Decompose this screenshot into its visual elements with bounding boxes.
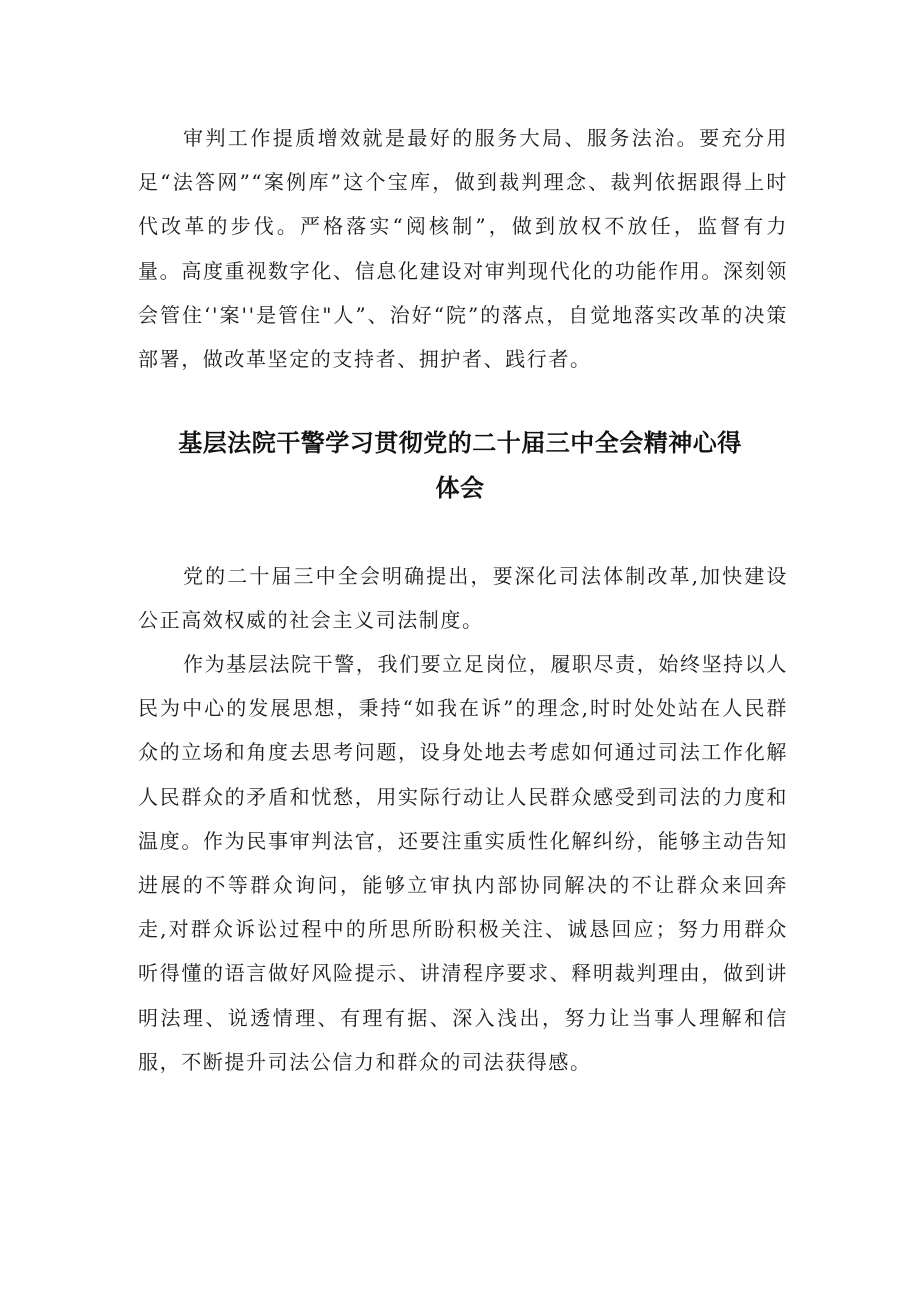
heading-line: 体会 <box>435 474 485 502</box>
section-heading <box>150 421 770 511</box>
body-paragraph: 作为基层法院干警，我们要立足岗位，履职尽责，始终坚持以人民为中心的发展思想，秉持“如我在诉”的理念,时时处处站在人民群众的立场和角度去思考问题，设身处地去考虑如何通过司法工作化解人民群众的矛盾和忧愁，用实际行动让人民群众感受到司法的力度和温度。作为民事审判法官，还要注重实质性化解纠纷，能够主动告知进展的不等群众询问，能够立审执内部协同解决的不让群众来回奔走,对群众诉讼过程中的所思所盼积极关注、诚恳回应；努力用群众听得懂的语言做好风险提示、讲清程序要求、释明裁判理由，做到讲明法理、说透情理、有理有据、深入浅出，努力让当事人理解和信服，不断提升司法公信力和群众的司法获得感。 <box>138 652 788 1074</box>
body-paragraph: 审判工作提质增效就是最好的服务大局、服务法治。要充分用足“法答网”“案例库”这个宝库，做到裁判理念、裁判依据跟得上时代改革的步伐。严格落实“阅核制”，做到放权不放任，监督有力量。高度重视数字化、信息化建设对审判现代化的功能作用。深刻领会管住‘'案''是管住"人”、治好“院”的落点，自觉地落实改革的决策部署，做改革坚定的支持者、拥护者、践行者。 <box>138 126 788 372</box>
heading-line: 基层法院干警学习贯彻党的二十届三中全会精神心得 <box>178 429 742 457</box>
body-paragraph: 党的二十届三中全会明确提出，要深化司法体制改革,加快建设公正高效权威的社会主义司法制度。 <box>138 564 788 633</box>
